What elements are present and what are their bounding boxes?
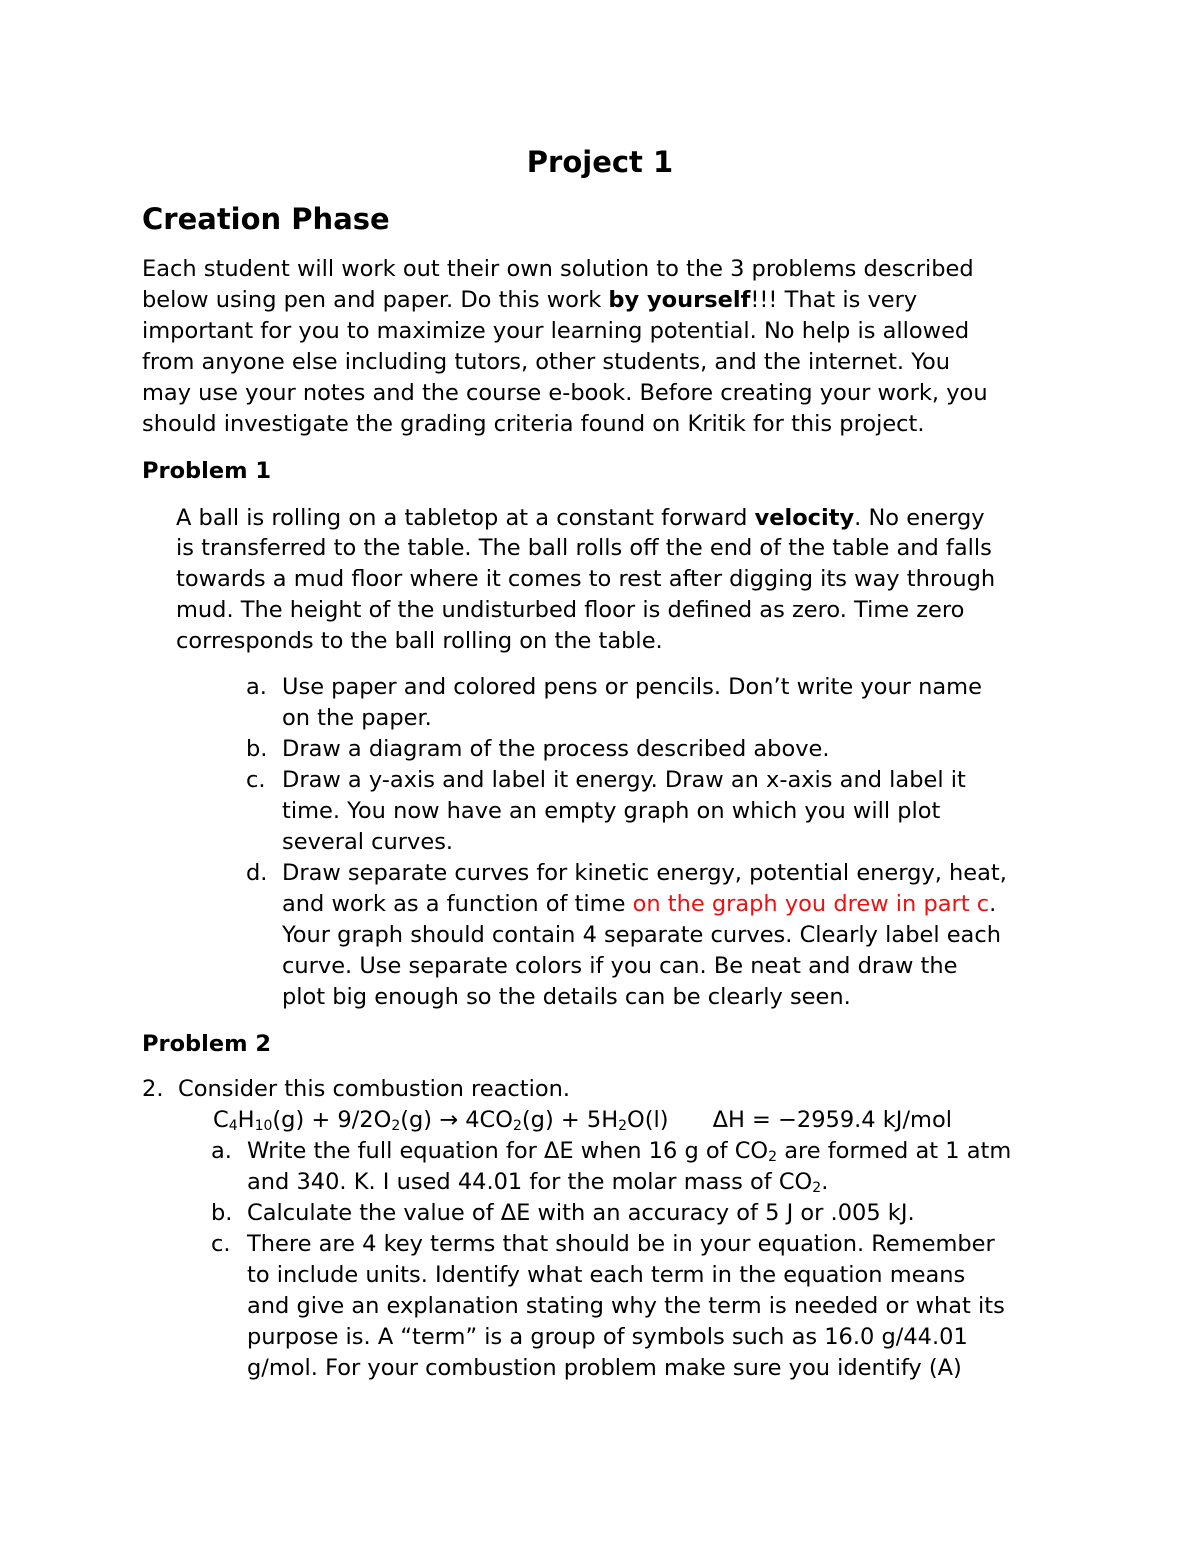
subscript-text: 2	[618, 1118, 628, 1134]
intro-line	[142, 285, 917, 316]
text-fragment: Write the full equation for ΔE when 16 g of CO	[247, 1138, 769, 1164]
list-item-b	[211, 1198, 915, 1229]
problem-1-text: mud. The height of the undisturbed floor is defined as zero. Time zero	[176, 597, 965, 623]
problem-1-text: corresponds to the ball rolling on the table.	[176, 628, 663, 654]
text-fragment: a.	[211, 1138, 232, 1164]
subscript-text: 2	[812, 1180, 822, 1196]
text-fragment: O(l)	[627, 1107, 669, 1133]
text-fragment: A ball is rolling on a tabletop at a constant forward	[176, 505, 755, 531]
list-item-b	[246, 734, 830, 765]
subscript-text: 10	[254, 1118, 273, 1134]
list-item-c-cont: g/mol. For your combustion problem make sure you identify (A)	[247, 1355, 962, 1381]
list-item-a-cont	[247, 1167, 828, 1198]
text-fragment: 2.	[142, 1076, 164, 1102]
list-item-c-cont: purpose is. A “term” is a group of symbols such as 16.0 g/44.01	[247, 1324, 968, 1350]
text-fragment: and work as a function of time	[282, 891, 633, 917]
problem-1-text	[176, 503, 985, 534]
list-item-a-cont: on the paper.	[282, 705, 432, 731]
text-fragment: and 340. K. I used 44.01 for the molar mass of CO	[247, 1169, 813, 1195]
text-fragment: Use paper and colored pens or pencils. Don’t write your name	[282, 674, 982, 700]
text-fragment: H	[237, 1107, 255, 1133]
text-fragment: . No energy	[854, 505, 985, 531]
text-fragment: .	[821, 1169, 829, 1195]
text-fragment: Draw a y-axis and label it energy. Draw an x-axis and label it	[282, 767, 966, 793]
text-fragment: There are 4 key terms that should be in your equation. Remember	[247, 1231, 995, 1257]
text-fragment: Draw separate curves for kinetic energy, potential energy, heat,	[282, 860, 1007, 886]
text-fragment: (g) + 9/2O	[272, 1107, 392, 1133]
list-item-d-cont: plot big enough so the details can be clearly seen.	[282, 984, 851, 1010]
list-item-d	[246, 858, 1007, 889]
text-fragment: are formed at 1 atm	[777, 1138, 1012, 1164]
list-item-d-cont: Your graph should contain 4 separate curves. Clearly label each	[282, 922, 1001, 948]
text-fragment: ΔH = −2959.4 kJ/mol	[712, 1107, 952, 1133]
list-item-c-cont: and give an explanation stating why the term is needed or what its	[247, 1293, 1005, 1319]
intro-line: may use your notes and the course e-book. Before creating your work, you	[142, 380, 988, 406]
highlighted-text: on the graph you drew in part c	[632, 891, 990, 917]
emphasis-text: by yourself	[608, 287, 751, 313]
reaction-equation	[213, 1105, 952, 1136]
problem-2-heading: Problem 2	[142, 1031, 272, 1057]
list-item-a	[246, 672, 982, 703]
list-item-c-cont: to include units. Identify what each term in the equation means	[247, 1262, 966, 1288]
list-item-a	[211, 1136, 1011, 1167]
intro-line: important for you to maximize your learning potential. No help is allowed	[142, 318, 970, 344]
problem-1-text: is transferred to the table. The ball rolls off the end of the table and falls	[176, 535, 992, 561]
text-fragment: Calculate the value of ΔE with an accuracy of 5 J or .005 kJ.	[247, 1200, 915, 1226]
list-item-d-cont: curve. Use separate colors if you can. Be neat and draw the	[282, 953, 958, 979]
text-fragment: Draw a diagram of the process described above.	[282, 736, 830, 762]
subscript-text: 2	[391, 1118, 401, 1134]
section-heading: Creation Phase	[142, 202, 390, 236]
list-item-c-cont: time. You now have an empty graph on which you will plot	[282, 798, 941, 824]
problem-1-heading: Problem 1	[142, 458, 272, 484]
text-fragment: a.	[246, 674, 267, 700]
subscript-text: 2	[768, 1149, 778, 1165]
list-item-c-cont: several curves.	[282, 829, 454, 855]
text-fragment: !!! That is very	[750, 287, 918, 313]
subscript-text: 4	[228, 1118, 238, 1134]
intro-line: from anyone else including tutors, other students, and the internet. You	[142, 349, 951, 375]
intro-line: should investigate the grading criteria found on Kritik for this project.	[142, 411, 925, 437]
text-fragment: Consider this combustion reaction.	[178, 1076, 571, 1102]
list-item-d-cont	[282, 889, 996, 920]
text-fragment: c.	[211, 1231, 231, 1257]
page-title: Project 1	[526, 145, 674, 179]
problem-1-text: towards a mud floor where it comes to rest after digging its way through	[176, 566, 996, 592]
text-fragment: b.	[246, 736, 268, 762]
text-fragment: (g) + 5H	[521, 1107, 619, 1133]
text-fragment: b.	[211, 1200, 233, 1226]
text-fragment: c.	[246, 767, 266, 793]
intro-line: Each student will work out their own solution to the 3 problems described	[142, 256, 974, 282]
list-item-c	[211, 1229, 995, 1260]
subscript-text: 2	[512, 1118, 522, 1134]
list-item-c	[246, 765, 966, 796]
text-fragment: (g) → 4CO	[400, 1107, 513, 1133]
text-fragment: d.	[246, 860, 268, 886]
text-fragment: C	[213, 1107, 229, 1133]
problem-2-intro	[142, 1074, 570, 1105]
emphasis-text: velocity	[754, 505, 855, 531]
text-fragment: .	[989, 891, 997, 917]
text-fragment: below using pen and paper. Do this work	[142, 287, 609, 313]
